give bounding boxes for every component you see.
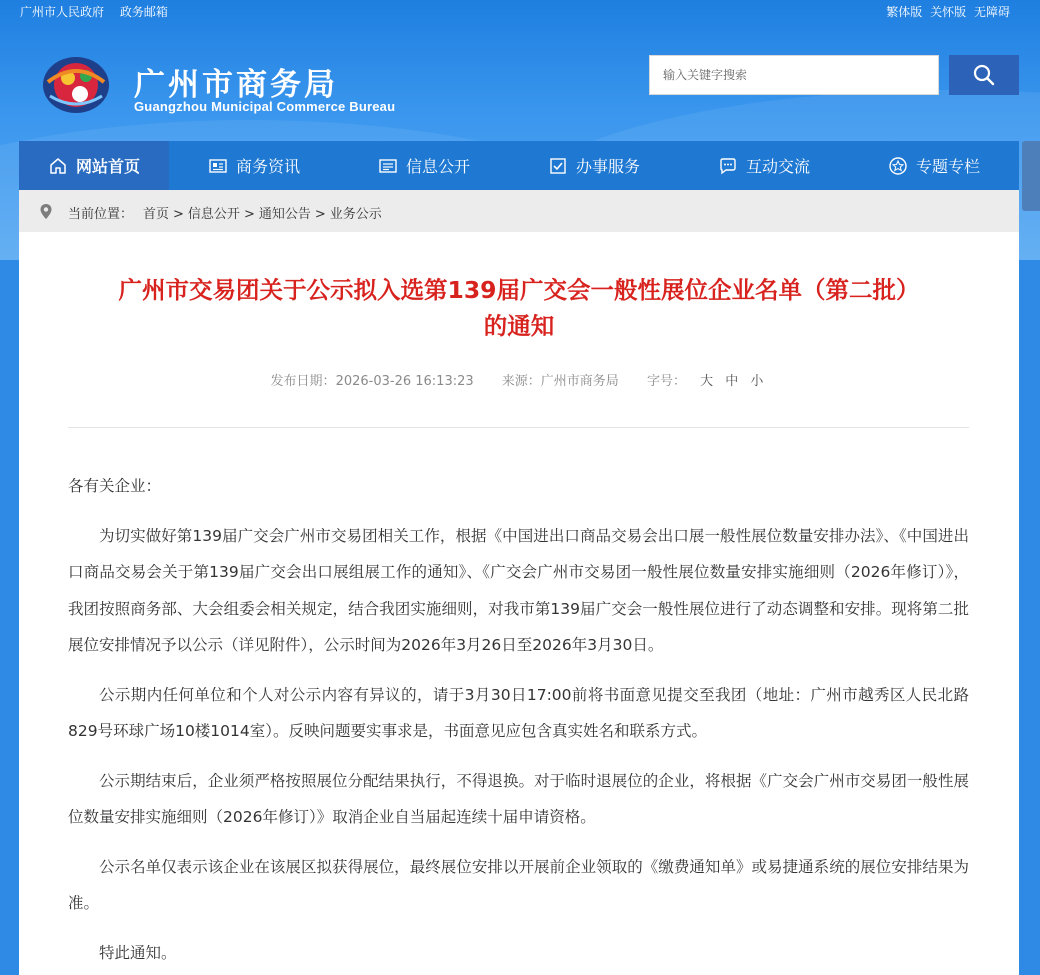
article-meta bbox=[19, 370, 1019, 389]
font-size-medium-button[interactable]: 中 bbox=[725, 374, 739, 389]
link-care-mode[interactable]: 关怀版 bbox=[930, 5, 967, 19]
breadcrumb-notices[interactable]: 通知公告 bbox=[258, 207, 311, 222]
article-source bbox=[502, 374, 619, 389]
source-label: 来源： bbox=[501, 374, 541, 389]
site-name-english: Guangzhou Municipal Commerce Bureau bbox=[134, 99, 396, 114]
font-size-large-button[interactable]: 大 bbox=[700, 374, 714, 389]
nav-item-news[interactable] bbox=[169, 141, 339, 190]
nav-item-info-disclosure[interactable] bbox=[339, 141, 509, 190]
breadcrumb-separator: > bbox=[243, 207, 255, 222]
font-size-label: 字号： bbox=[646, 374, 686, 389]
breadcrumb-separator: > bbox=[173, 207, 184, 222]
info-icon bbox=[378, 156, 398, 176]
article-title-line-2: 的通知 bbox=[483, 312, 555, 340]
breadcrumb-home[interactable]: 首页 bbox=[143, 207, 170, 222]
article-paragraph: 公示名单仅表示该企业在该展区拟获得展位，最终展位安排以开展前企业领取的《缴费通知单》或易捷通系统的展位安排结果为准。 bbox=[68, 857, 969, 912]
top-bar-right-links bbox=[882, 3, 1010, 20]
publish-date bbox=[271, 374, 474, 389]
article-title-line-1: 广州市交易团关于公示拟入选第139届广交会一般性展位企业名单（第二批） bbox=[118, 276, 920, 304]
home-icon bbox=[48, 156, 68, 176]
font-size-small-button[interactable]: 小 bbox=[750, 374, 764, 389]
breadcrumb-trail bbox=[143, 203, 382, 222]
nav-item-home[interactable] bbox=[19, 141, 169, 190]
breadcrumb-info-disclosure[interactable]: 信息公开 bbox=[187, 207, 240, 222]
search-button[interactable] bbox=[949, 55, 1019, 95]
search-icon bbox=[973, 64, 995, 86]
nav-item-special-topics[interactable] bbox=[849, 141, 1019, 190]
source-value: 广州市商务局 bbox=[540, 374, 619, 389]
link-government-mail[interactable]: 政务邮箱 bbox=[119, 5, 168, 19]
font-size-control bbox=[647, 374, 767, 389]
breadcrumb-business-publicity[interactable]: 业务公示 bbox=[329, 207, 382, 222]
article-paragraph: 公示期结束后，企业须严格按照展位分配结果执行，不得退换。对于临时退展位的企业，将根据《广交会广州市交易团一般性展位数量安排实施细则（2026年修订）》取消企业自当届起连续十届申请资格。 bbox=[68, 771, 969, 826]
article-divider bbox=[68, 427, 969, 428]
publish-date-value: 2026-03-26 16:13:23 bbox=[335, 374, 474, 389]
nav-item-label: 办事服务 bbox=[575, 157, 640, 176]
service-icon bbox=[548, 156, 568, 176]
breadcrumb-label: 当前位置： bbox=[68, 207, 134, 222]
breadcrumb bbox=[19, 190, 1019, 232]
nav-item-interaction[interactable] bbox=[679, 141, 849, 190]
nav-item-label: 网站首页 bbox=[75, 157, 140, 176]
article-paragraph: 公示期内任何单位和个人对公示内容有异议的，请于3月30日17:00前将书面意见提交至我团（地址：广州市越秀区人民北路829号环球广场10楼1014室）。反映问题要实事求是，书面意见应包含真实姓名和联系方式。 bbox=[68, 685, 969, 740]
news-icon bbox=[208, 156, 228, 176]
link-traditional-chinese[interactable]: 繁体版 bbox=[886, 5, 923, 19]
nav-item-label: 信息公开 bbox=[405, 157, 470, 176]
article-container bbox=[19, 232, 1019, 975]
top-bar-left-links bbox=[20, 3, 180, 20]
star-icon bbox=[888, 156, 908, 176]
location-pin-icon bbox=[39, 203, 53, 220]
nav-item-label: 商务资讯 bbox=[235, 157, 300, 176]
article-paragraph: 为切实做好第139届广交会广州市交易团相关工作，根据《中国进出口商品交易会出口展一般性展位数量安排办法》、《中国进出口商品交易会关于第139届广交会出口展组展工作的通知》、《广交会广州市交易团一般性展位数量安排实施细则（2026年修订）》，我团按照商务部、大会组委会相关规定，结合我团实施细则，对我市第139届广交会一般性展位进行了动态调整和安排。现将第二批展位安排情况予以公示（详见附件），公示时间为2026年3月26日至2026年3月30日。 bbox=[68, 526, 969, 654]
breadcrumb-separator: > bbox=[314, 207, 326, 222]
chat-icon bbox=[718, 156, 738, 176]
article-body bbox=[68, 468, 969, 975]
nav-item-services[interactable] bbox=[509, 141, 679, 190]
article-title bbox=[59, 272, 979, 344]
main-navigation bbox=[19, 141, 1019, 190]
link-city-government[interactable]: 广州市人民政府 bbox=[20, 5, 105, 19]
nav-item-label: 互动交流 bbox=[745, 157, 810, 176]
site-name-chinese: 广州市商务局 bbox=[134, 67, 338, 103]
article-paragraph: 特此通知。 bbox=[99, 943, 177, 962]
article-salutation: 各有关企业： bbox=[68, 477, 162, 495]
side-scroll-handle[interactable] bbox=[1022, 141, 1040, 211]
nav-item-label: 专题专栏 bbox=[915, 157, 980, 176]
bureau-emblem-icon bbox=[40, 52, 112, 116]
top-bar bbox=[0, 0, 1040, 22]
site-logo[interactable] bbox=[40, 52, 420, 122]
publish-date-label: 发布日期： bbox=[270, 374, 336, 389]
link-accessibility[interactable]: 无障碍 bbox=[973, 5, 1010, 19]
search-input[interactable] bbox=[649, 55, 939, 95]
